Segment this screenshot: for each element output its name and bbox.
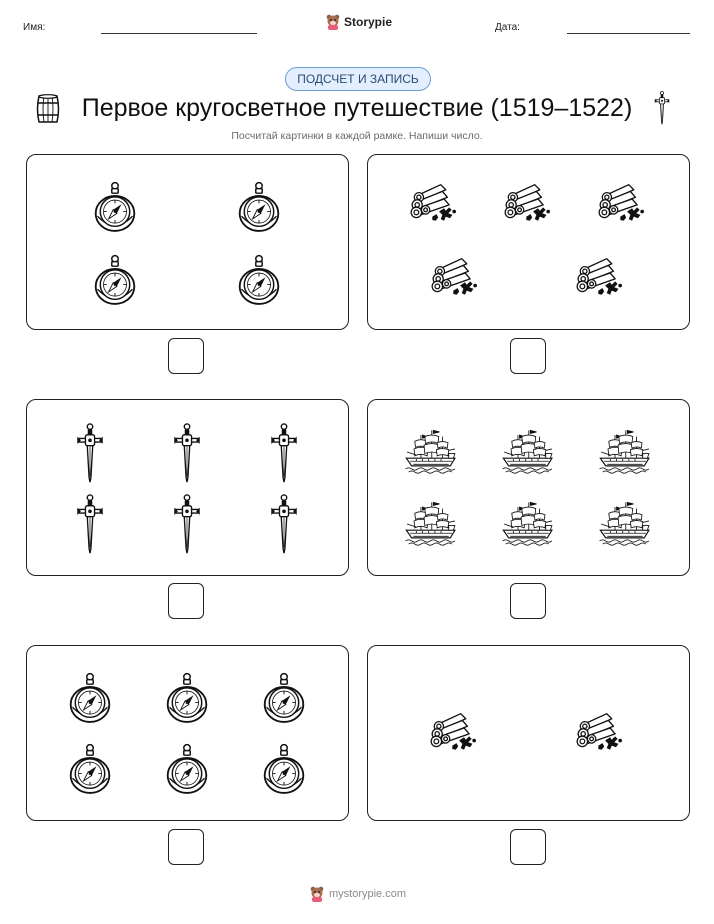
compass-icon (261, 743, 307, 795)
footer-url: mystorypie.com (329, 888, 407, 900)
dagger-icon (270, 494, 298, 554)
compass-icon (67, 743, 113, 795)
cinnamon-spice-icon (427, 712, 481, 754)
page-title: Первое кругосветное путешествие (1519–1522) (81, 94, 633, 122)
cinnamon-spice-icon (428, 257, 482, 299)
brand-name: Storypie (344, 15, 393, 29)
name-label: Имя: (23, 22, 46, 33)
compass-icon (261, 672, 307, 724)
activity-type-badge: ПОДСЧЕТ И ЗАПИСЬ (285, 67, 431, 91)
count-panel-spices (367, 154, 690, 330)
galleon-ship-icon (598, 500, 652, 548)
bear-mascot-icon (310, 886, 324, 902)
count-panel-compasses (26, 154, 349, 330)
cinnamon-spice-icon (595, 183, 649, 225)
dagger-title-icon (654, 91, 670, 125)
answer-box[interactable] (510, 583, 546, 619)
cinnamon-spice-icon (573, 712, 627, 754)
name-field[interactable] (101, 33, 257, 34)
answer-box[interactable] (168, 583, 204, 619)
compass-icon (92, 254, 138, 306)
answer-box[interactable] (510, 829, 546, 865)
dagger-icon (173, 423, 201, 483)
galleon-ship-icon (501, 428, 555, 476)
count-panel-spices (367, 645, 690, 821)
cinnamon-spice-icon (573, 257, 627, 299)
answer-box[interactable] (510, 338, 546, 374)
compass-icon (67, 672, 113, 724)
cinnamon-spice-icon (501, 183, 555, 225)
count-panel-ships (367, 399, 690, 576)
galleon-ship-icon (404, 500, 458, 548)
date-label: Дата: (495, 22, 520, 33)
dagger-icon (76, 494, 104, 554)
date-field[interactable] (567, 33, 690, 34)
brand-logo (326, 14, 392, 30)
galleon-ship-icon (501, 500, 555, 548)
compass-icon (236, 254, 282, 306)
barrel-icon (35, 94, 61, 124)
bear-mascot-icon (326, 14, 340, 30)
answer-box[interactable] (168, 829, 204, 865)
compass-icon (164, 672, 210, 724)
dagger-icon (270, 423, 298, 483)
galleon-ship-icon (598, 428, 652, 476)
dagger-icon (76, 423, 104, 483)
answer-box[interactable] (168, 338, 204, 374)
instructions: Посчитай картинки в каждой рамке. Напиши число. (231, 130, 483, 142)
compass-icon (164, 743, 210, 795)
compass-icon (236, 181, 282, 233)
footer (310, 886, 406, 902)
dagger-icon (173, 494, 201, 554)
compass-icon (92, 181, 138, 233)
cinnamon-spice-icon (407, 183, 461, 225)
galleon-ship-icon (404, 428, 458, 476)
count-panel-daggers (26, 399, 349, 576)
count-panel-compasses (26, 645, 349, 821)
